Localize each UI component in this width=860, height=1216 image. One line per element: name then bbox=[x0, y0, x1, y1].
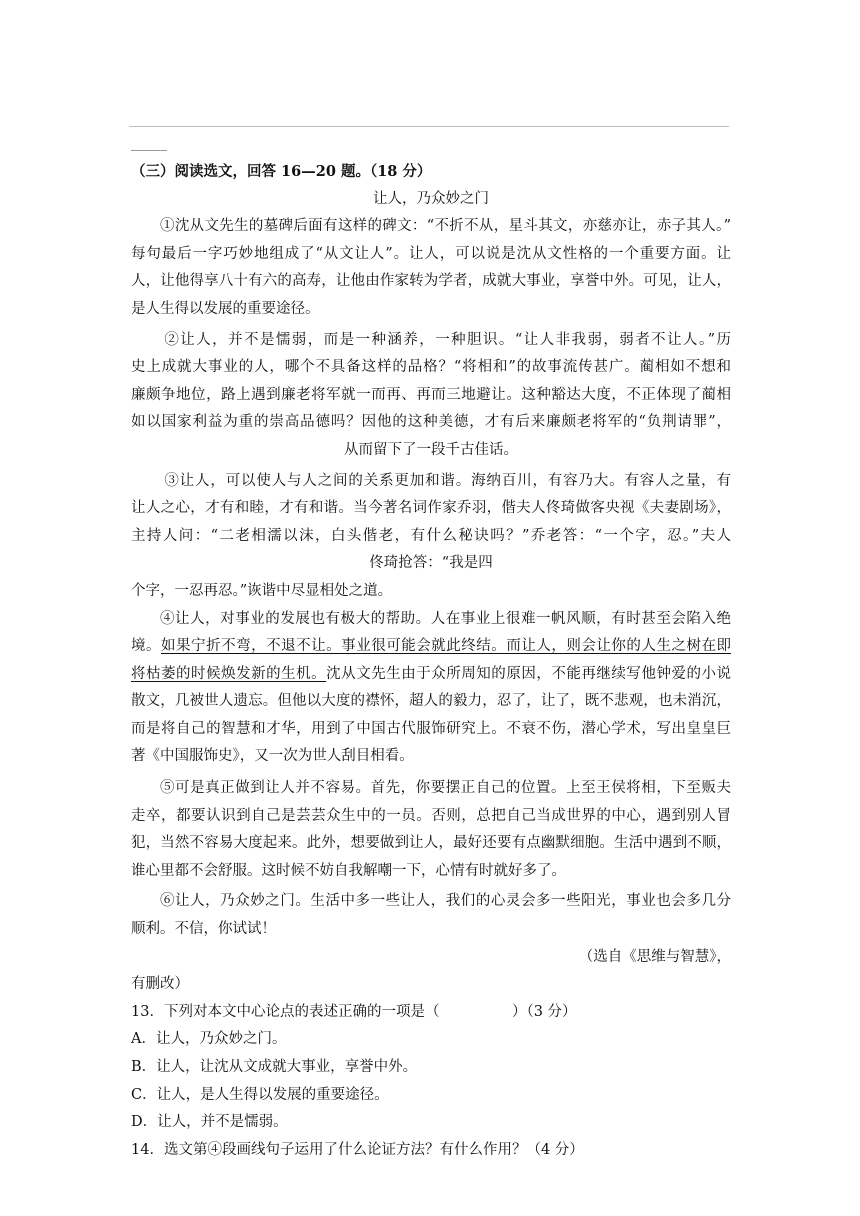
paragraph-line: 走卒，都要认识到自己是芸芸众生中的一员。否则，总把自己当成世界的中心，遇到别人冒 bbox=[131, 807, 731, 824]
paragraph-line: 让人之心，才有和睦，才有和谐。当今著名词作家乔羽，偕夫人佟琦做客央视《夫妻剧场》， bbox=[131, 500, 731, 517]
underlined-sentence: 将枯萎的时候焕发新的生机。 bbox=[131, 665, 327, 682]
paragraph-1 bbox=[131, 213, 731, 323]
paragraph-line: 犯，当然不容易大度起来。此外，想要做到让人，最好还要有点幽默细胞。生活中遇到不顺， bbox=[131, 835, 731, 852]
question-stem: 14．选文第④段画线句子运用了什么论证方法？有什么作用？（4 分） bbox=[131, 1141, 584, 1158]
paragraph-line bbox=[131, 661, 731, 689]
paragraph-4 bbox=[131, 606, 731, 772]
question-13 bbox=[131, 999, 731, 1137]
paragraph-line: 个字，一忍再忍。”诙谐中尽显相处之道。 bbox=[131, 582, 393, 599]
paragraph-line: 是人生得以发展的重要途径。 bbox=[131, 300, 320, 317]
section-heading: （三）阅读选文，回答 16—20 题。（18 分） bbox=[131, 163, 432, 180]
question-14 bbox=[131, 1137, 731, 1165]
short-rule bbox=[131, 150, 167, 151]
question-stem: 13．下列对本文中心论点的表述正确的一项是（ ）（3 分） bbox=[131, 1003, 577, 1020]
paragraph-line: ④让人，对事业的发展也有极大的帮助。人在事业上很难一帆风顺，有时甚至会陷入绝 bbox=[160, 610, 731, 627]
paragraph-line: 人，让他得享八十有六的高寿，让他由作家转为学者，成就大事业，享誉中外。可见，让人， bbox=[131, 273, 731, 290]
plain-text: 沈从文先生由于众所周知的原因，不能再继续写他钟爱的小说 bbox=[326, 665, 731, 682]
paragraph-line: 从而留下了一段千古佳话。 bbox=[344, 441, 518, 458]
option-a: A．让人，乃众妙之门。 bbox=[131, 1031, 287, 1048]
paragraph-line: 史上成就大事业的人，哪个不具备这样的品格？“将相和”的故事流传甚广。蔺相如不想和 bbox=[131, 359, 731, 376]
paragraph-line: ⑥让人，乃众妙之门。生活中多一些让人，我们的心灵会多一些阳光，事业也会多几分 bbox=[160, 893, 731, 910]
paragraph-line: 著《中国服饰史》，又一次为世人刮目相看。 bbox=[131, 748, 414, 765]
paragraph-line: 谁心里都不会舒服。这时候不妨自我解嘲一下，心情有时就好多了。 bbox=[131, 862, 566, 879]
paragraph-line: 顺利。不信，你试试！ bbox=[131, 921, 276, 938]
underlined-sentence: 如果宁折不弯，不退不让。事业很可能会就此终结。而让人，则会让你的人生之树在即 bbox=[161, 638, 731, 655]
paragraph-line: 主持人问：“二老相濡以沫，白头偕老，有什么秘诀吗？”乔老答：“一个字，忍。”夫人 bbox=[131, 527, 731, 544]
option-d: D．让人，并不是懦弱。 bbox=[131, 1114, 288, 1131]
paragraph-6 bbox=[131, 888, 731, 943]
header-rule bbox=[129, 126, 729, 127]
paragraph-line: 廉颇争地位，路上遇到廉老将军就一而再、再而三地避让。这种豁达大度，不正体现了蔺相 bbox=[131, 386, 731, 403]
paragraph-line: 每句最后一字巧妙地组成了“从文让人”。让人，可以说是沈从文性格的一个重要方面。让 bbox=[131, 245, 731, 262]
source-line: （选自《思维与智慧》， bbox=[578, 948, 731, 965]
paragraph-2 bbox=[131, 327, 731, 465]
paragraph-5 bbox=[131, 775, 731, 885]
document-body bbox=[131, 158, 731, 1164]
paragraph-3 bbox=[131, 468, 731, 606]
paragraph-line: 佟琦抢答：“我是四 bbox=[369, 555, 493, 572]
option-b: B．让人，让沈从文成就大事业，享誉中外。 bbox=[131, 1059, 418, 1075]
paragraph-line: 而是将自己的智慧和才华，用到了中国古代服饰研究上。不衰不伤，潜心学术，写出皇皇巨 bbox=[131, 720, 731, 737]
paragraph-line bbox=[131, 633, 731, 661]
source-line: 有删改） bbox=[131, 976, 189, 993]
paragraph-line: ②让人，并不是懦弱，而是一种涵养，一种胆识。“让人非我弱，弱者不让人。”历 bbox=[164, 331, 731, 348]
paragraph-line: ③让人，可以使人与人之间的关系更加和谐。海纳百川，有容乃大。有容人之量，有 bbox=[164, 472, 731, 489]
option-c: C．让人，是人生得以发展的重要途径。 bbox=[131, 1086, 389, 1103]
paragraph-line: ⑤可是真正做到让人并不容易。首先，你要摆正自己的位置。上至王侯将相，下至贩夫 bbox=[160, 780, 731, 797]
source-note bbox=[131, 944, 731, 999]
paragraph-line: 散文，几被世人遗忘。但他以大度的襟怀，超人的毅力，忍了，让了，既不悲观，也未消沉， bbox=[131, 693, 731, 710]
article-title: 让人，乃众妙之门 bbox=[373, 190, 489, 207]
paragraph-line: 如以国家利益为重的崇高品德吗？因他的这种美德，才有后来廉颇老将军的“负荆请罪”， bbox=[131, 414, 731, 431]
paragraph-line: ①沈从文先生的墓碑后面有这样的碑文：“不折不从，星斗其文，亦慈亦让，赤子其人。” bbox=[160, 218, 731, 235]
plain-text: 境。 bbox=[131, 638, 162, 655]
